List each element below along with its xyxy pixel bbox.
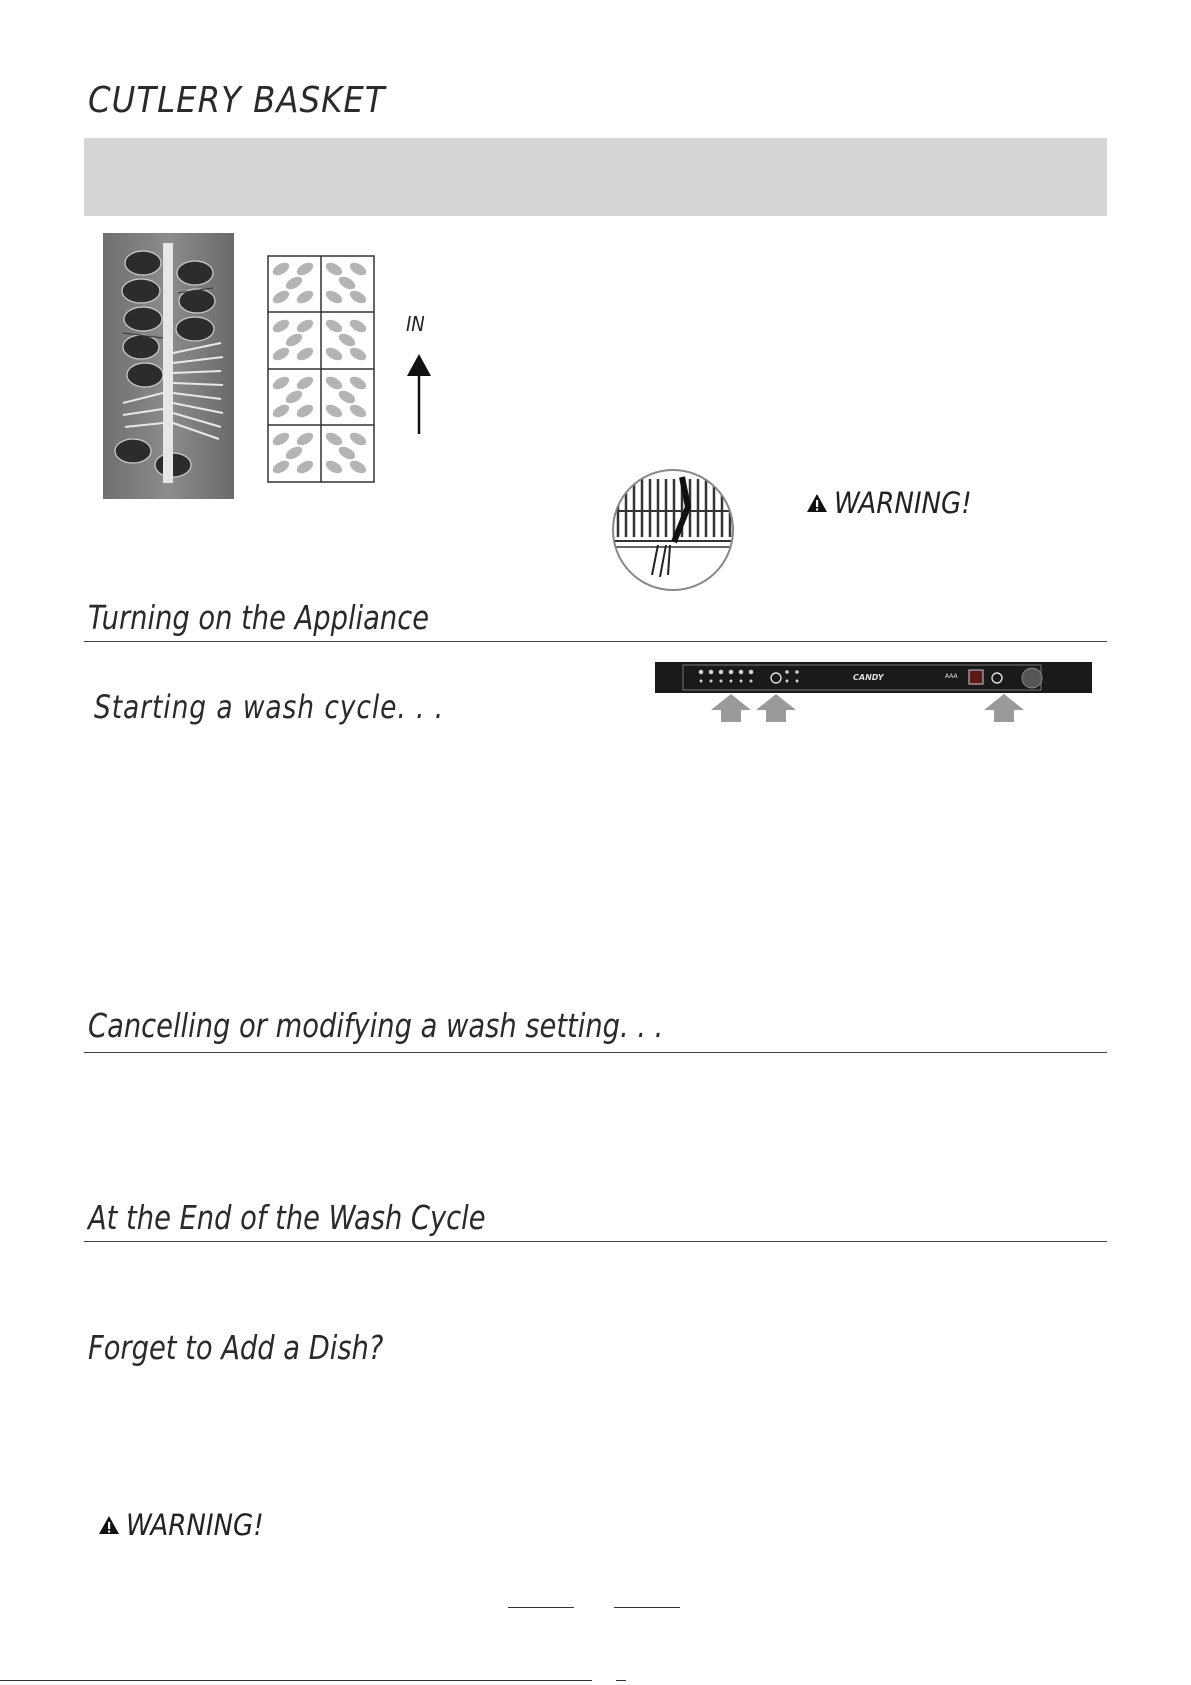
warning-lower-text: WARNING! bbox=[126, 1508, 264, 1542]
panel-energy-rating: AAA bbox=[945, 673, 958, 680]
page-mark-right bbox=[614, 1607, 680, 1608]
up-arrow-icon bbox=[406, 354, 432, 436]
page-bottom-line bbox=[0, 1680, 592, 1681]
heading-starting-cycle: Starting a wash cycle. . . bbox=[94, 688, 445, 726]
cutlery-photo bbox=[103, 233, 234, 499]
control-panel-illustration bbox=[655, 662, 1092, 722]
heading-turning-on: Turning on the Appliance bbox=[88, 598, 430, 637]
page-mark-left bbox=[508, 1607, 574, 1608]
warning-upper-text: WARNING! bbox=[834, 486, 972, 520]
divider-end-of-cycle bbox=[84, 1241, 1107, 1242]
page-title: CUTLERY BASKET bbox=[88, 80, 386, 121]
warning-icon bbox=[806, 493, 828, 513]
panel-brand: CANDY bbox=[853, 673, 884, 682]
page-bottom-tick bbox=[616, 1680, 626, 1681]
grey-banner bbox=[84, 138, 1107, 216]
in-arrow-label: IN bbox=[406, 312, 425, 336]
divider-turning-on bbox=[84, 641, 1107, 642]
warning-lower bbox=[98, 1508, 264, 1542]
rack-detail-illustration bbox=[610, 467, 736, 593]
heading-cancelling: Cancelling or modifying a wash setting. . . bbox=[88, 1006, 664, 1045]
heading-end-of-cycle: At the End of the Wash Cycle bbox=[88, 1198, 486, 1237]
warning-upper bbox=[806, 486, 972, 520]
warning-icon bbox=[98, 1515, 120, 1535]
heading-forget-dish: Forget to Add a Dish? bbox=[88, 1328, 384, 1367]
basket-grid-diagram bbox=[267, 255, 377, 485]
divider-cancelling bbox=[84, 1052, 1107, 1053]
